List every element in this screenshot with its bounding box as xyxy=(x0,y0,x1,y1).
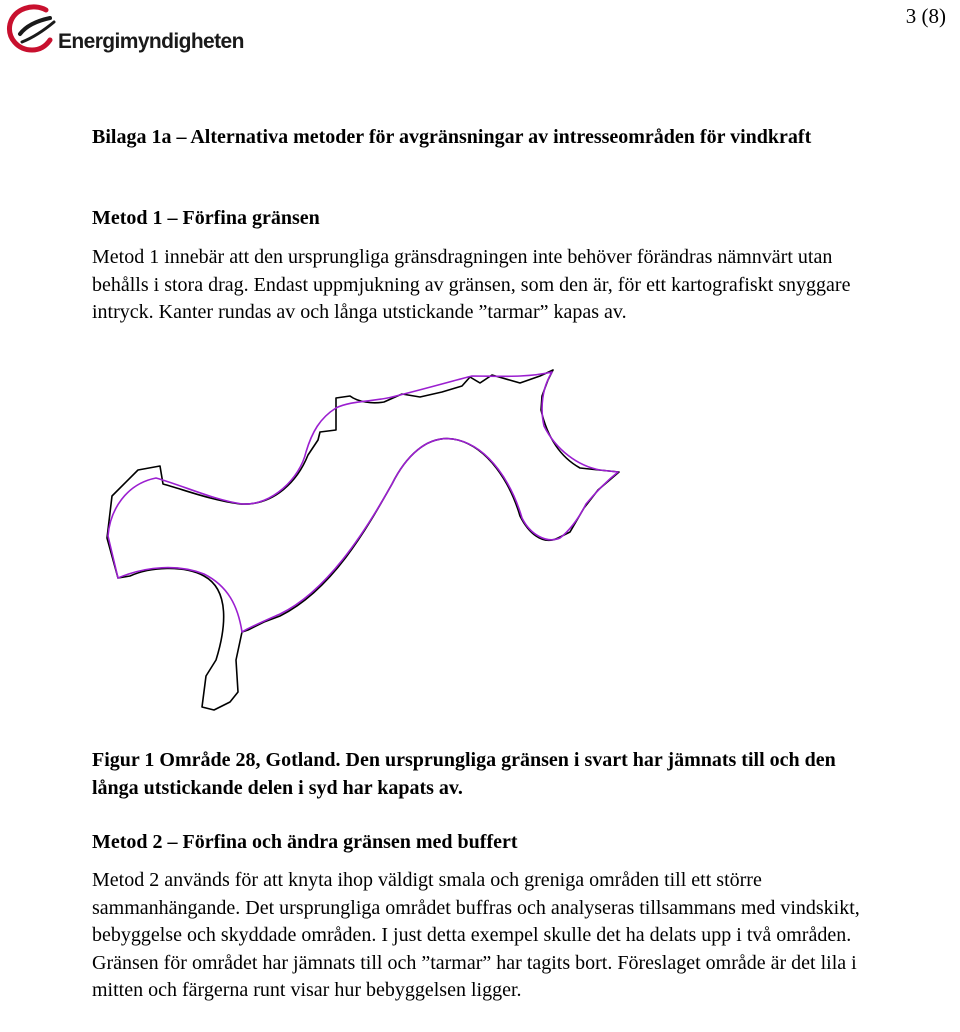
method2-heading: Metod 2 – Förfina och ändra gränsen med buffert xyxy=(92,831,518,853)
area-boundary-figure xyxy=(98,362,628,714)
energimyndigheten-logo xyxy=(6,4,246,58)
logo-text: Energimyndigheten xyxy=(58,30,244,53)
smoothed-boundary xyxy=(108,372,618,632)
figure1-caption: Figur 1 Område 28, Gotland. Den ursprungliga gränsen i svart har jämnats till och den långa utstickande delen i syd har kapats av. xyxy=(92,749,836,799)
method1-text: Metod 1 innebär att den ursprungliga gränsdragningen inte behöver förändras nämnvärt utan behålls i stora drag. Endast uppmjukning av gränsen, som den är, för ett kartografiskt snyggare intryck. Kanter rundas av och långa utstickande ”tarmar” kapas av. xyxy=(92,246,851,323)
logo-swoosh-icon xyxy=(6,4,62,58)
method2-text: Metod 2 används för att knyta ihop väldigt smala och greniga områden till ett större sammanhängande. Det ursprungliga området buffras och analyseras tillsammans med vindskikt, bebyggelse och skyddade områden. I just detta exempel skulle det ha delats upp i två områden. Gränsen för området har jämnats till och ”tarmar” har tagits bort. Föreslaget område är det lila i mitten och färgerna runt visar hur bebyggelsen ligger. xyxy=(92,869,860,1001)
original-boundary xyxy=(107,370,619,710)
page-title: Bilaga 1a – Alternativa metoder för avgränsningar av intresseområden för vindkraft xyxy=(92,126,812,148)
method1-heading: Metod 1 – Förfina gränsen xyxy=(92,207,320,229)
page-number: 3 (8) xyxy=(905,4,946,28)
figure1-map xyxy=(98,362,628,714)
